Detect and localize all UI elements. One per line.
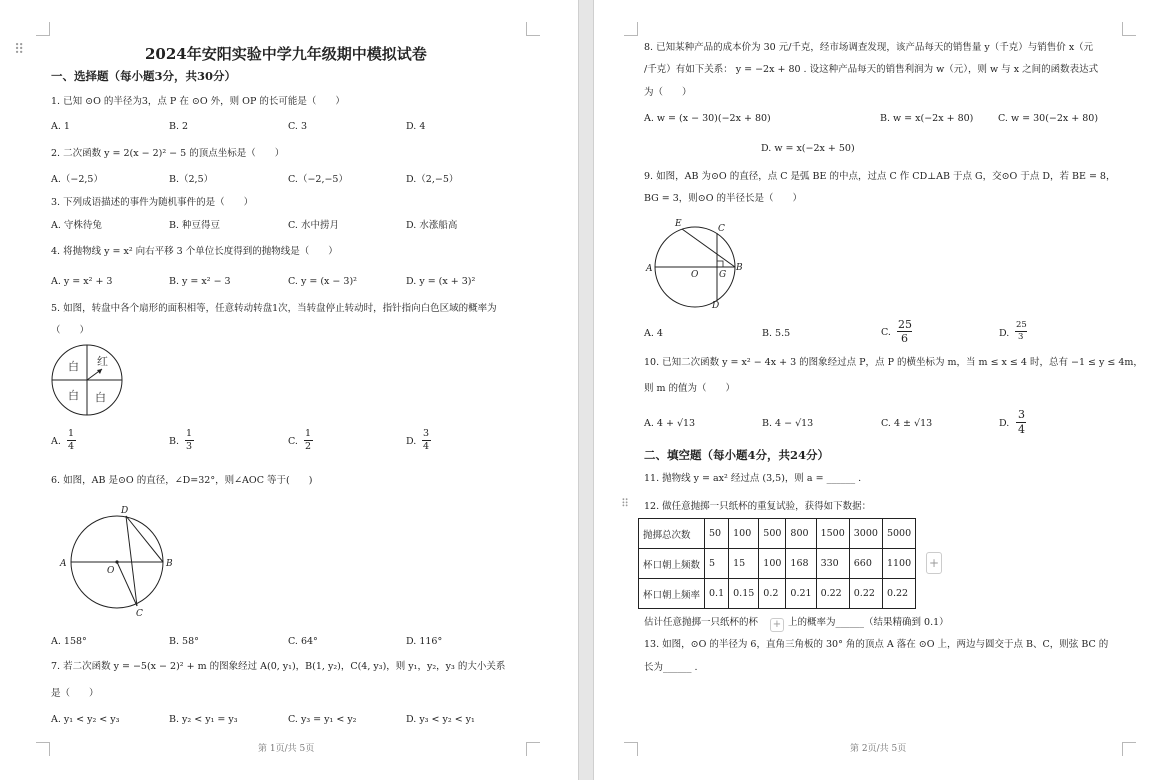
chord-be [682,229,735,267]
option-a: A. y = x² + 3 [51,276,113,287]
circle-figure-q9 [642,214,746,310]
option-prefix: C. [881,327,891,338]
table-cell: 0.22 [849,579,882,609]
page-corner-mark [624,22,638,36]
table-cell: 1100 [882,549,915,579]
fraction-denominator: 4 [1018,423,1025,436]
table-cell: 500 [759,519,786,549]
option-d: D. w = x(−2x + 50) [761,143,855,154]
option-prefix: D. [999,418,1010,429]
option-prefix: C. [288,436,298,447]
question-stem: 3. 下列成语描述的事件为随机事件的是（ ） [51,197,254,208]
page-corner-mark [526,742,540,756]
fraction-numerator: 1 [68,428,75,439]
option-b: B. y₂ < y₁ = y₃ [169,714,238,725]
option-a: A. 158° [51,636,87,647]
page-title: 2024年安阳实验中学九年级期中模拟试卷 [145,45,427,63]
table-cell: 0.1 [705,579,729,609]
question-stem: 长为______ . [644,662,698,673]
option-b: B. 种豆得豆 [169,220,221,231]
table-cell: 100 [759,549,786,579]
estimate-text-start: 估计任意抛掷一只纸杯的杯 [644,617,759,628]
option-c: C. y₃ = y₁ < y₂ [288,714,357,725]
fraction-numerator: 3 [423,428,430,439]
page-corner-mark [36,742,50,756]
table-row [639,519,916,549]
spinner-label-tl: 白 [68,360,79,373]
question-stem: 12. 做任意抛掷一只纸杯的重复试验，获得如下数据： [644,501,872,512]
option-b: B. w = x(−2x + 80) [880,113,974,124]
drag-handle-icon[interactable]: ⠿ [14,42,23,58]
spinner-figure [50,343,126,419]
table-cell: 0.15 [729,579,759,609]
label-b: B [736,263,743,273]
drag-handle-icon[interactable]: ⠿ [621,497,628,510]
label-o: O [107,566,115,576]
option-d: D. 4 [406,121,426,132]
row-header-cell: 抛掷总次数 [639,519,705,549]
fraction-numerator: 25 [1016,320,1027,330]
question-stem: 6. 如图，AB 是⊙O 的直径，∠D=32°，则∠AOC 等于( ) [51,475,313,486]
spinner-label-tr: 红 [97,355,108,368]
option-d: D. 水涨船高 [406,220,458,231]
row-header-cell: 杯口朝上频率 [639,579,705,609]
page-footer: 第 1页/共 5页 [258,744,315,754]
page-corner-mark [1122,742,1136,756]
label-c: C [718,224,725,234]
fraction-denominator: 4 [423,441,430,452]
question-stem: 13. 如图，⊙O 的半径为 6，直角三角板的 30° 角的顶点 A 落在 ⊙O 上，两边与圆交于点 B、C，则弦 BC 的 [644,639,1109,650]
option-b: B. 2 [169,121,189,132]
option-prefix: A. [51,436,61,447]
option-a: A. y₁ < y₂ < y₃ [51,714,120,725]
label-g: G [719,270,727,280]
page-corner-mark [526,22,540,36]
question-stem: BG = 3，则⊙O 的半径长是（ ） [644,193,803,204]
fraction-numerator: 1 [186,428,193,439]
question-stem: 5. 如图，转盘中各个扇形的面积相等，任意转动转盘1次，当转盘停止转动时，指针指向白色区域的概率为 [51,303,497,314]
question-stem: 10. 已知二次函数 y = x² − 4x + 3 的图象经过点 P，点 P 的横坐标为 m，当 m ≤ x ≤ 4 时，总有 −1 ≤ y ≤ 4m， [644,357,1143,368]
question-stem: 1. 已知 ⊙O 的半径为3，点 P 在 ⊙O 外，则 OP 的长可能是（ ） [51,96,345,107]
option-d: D.（2,−5） [406,174,459,185]
label-a: A [60,559,67,569]
table-cell: 5 [705,549,729,579]
spinner-label-br: 白 [95,391,106,404]
question-stem: 11. 抛物线 y = ax² 经过点 (3,5)，则 a = ______ . [644,473,862,484]
option-a: A. 1 [51,121,70,132]
question-stem: 2. 二次函数 y = 2(x − 2)² − 5 的顶点坐标是（ ） [51,148,285,159]
question-stem: 为（ ） [644,87,692,98]
option-b: B. 58° [169,636,199,647]
question-stem: 7. 若二次函数 y = −5(x − 2)² + m 的图象经过 A(0, y₁)，B(1, y₂)，C(4, y₃)，则 y₁，y₂，y₃ 的大小关系 [51,661,506,672]
option-c: C. w = 30(−2x + 80) [998,113,1099,124]
label-e: E [675,219,682,229]
table-cell: 0.22 [816,579,849,609]
option-b: B. 4 − √13 [762,418,814,429]
option-a: A.（−2,5） [51,174,103,185]
page-2 [594,0,1157,780]
option-a: A. w = (x − 30)(−2x + 80) [644,113,771,124]
estimate-text-end: 上的概率为______（结果精确到 0.1） [788,617,949,628]
question-stem: 则 m 的值为（ ） [644,383,736,394]
table-cell: 3000 [849,519,882,549]
option-c: C. y = (x − 3)² [288,276,357,287]
table-row [639,579,916,609]
page-footer: 第 2页/共 5页 [850,744,907,754]
fraction-numerator: 25 [898,318,912,331]
option-a: A. 4 + √13 [644,418,696,429]
fraction-denominator: 4 [68,441,75,452]
question-stem: 4. 将抛物线 y = x² 向右平移 3 个单位长度得到的抛物线是（ ） [51,246,338,257]
page-corner-mark [36,22,50,36]
option-c: C. 64° [288,636,318,647]
question-stem: 8. 已知某种产品的成本价为 30 元/千克，经市场调查发现，该产品每天的销售量 y（千克）与销售价 x（元 [644,42,1094,53]
table-cell: 660 [849,549,882,579]
option-b: B. y = x² − 3 [169,276,231,287]
question-stem: /千克）有如下关系： y = −2x + 80 . 设这种产品每天的销售利润为 w（元），则 w 与 x 之间的函数表达式 [644,64,1099,75]
add-column-button[interactable]: + [926,552,942,574]
add-row-button[interactable]: + [770,618,784,632]
segment-dc [126,516,137,606]
table-cell: 800 [786,519,816,549]
table-cell: 50 [705,519,729,549]
fraction-denominator: 3 [186,441,193,452]
label-d: D [121,506,129,516]
section-heading: 一、选择题（每小题3分，共30分） [51,69,237,83]
question-paren: （ ） [51,325,90,336]
fraction-numerator: 1 [305,428,312,439]
frequency-table [638,518,916,609]
option-a: A. 守株待兔 [51,220,102,231]
right-angle-mark [717,261,723,267]
option-c: C.（−2,−5） [288,174,348,185]
section-heading: 二、填空题（每小题4分，共24分） [644,448,830,462]
page-corner-mark [1122,22,1136,36]
option-d: D. y = (x + 3)² [406,276,476,287]
fraction-denominator: 3 [1018,332,1024,342]
table-cell: 100 [729,519,759,549]
center-point [115,560,118,563]
option-prefix: B. [169,436,180,447]
table-cell: 5000 [882,519,915,549]
question-stem: 9. 如图，AB 为⊙O 的直径，点 C 是弧 BE 的中点，过点 C 作 CD⊥AB 于点 G，交⊙O 于点 D，若 BE = 8， [644,171,1116,182]
fraction-numerator: 3 [1018,408,1025,421]
option-d: D. 116° [406,636,443,647]
label-a: A [646,264,653,274]
option-d: D. y₃ < y₂ < y₁ [406,714,475,725]
fraction-denominator: 6 [901,332,908,345]
label-o: O [691,270,699,280]
option-b: B. 5.5 [762,328,791,339]
fraction-denominator: 2 [305,441,312,452]
row-header-cell: 杯口朝上频数 [639,549,705,579]
page-1 [0,0,578,780]
option-a: A. 4 [644,328,663,339]
label-b: B [166,559,173,569]
option-c: C. 4 ± √13 [881,418,933,429]
option-b: B.（2,5） [169,174,214,185]
spinner-label-bl: 白 [68,389,79,402]
option-c: C. 3 [288,121,308,132]
label-d: D [712,301,720,310]
label-c: C [136,609,143,618]
option-c: C. 水中捞月 [288,220,339,231]
page-gap [578,0,594,780]
table-cell: 0.22 [882,579,915,609]
segment-db [126,516,163,562]
table-cell: 0.2 [759,579,786,609]
table-cell: 168 [786,549,816,579]
table-cell: 15 [729,549,759,579]
option-prefix: D. [406,436,417,447]
option-prefix: D. [999,328,1010,339]
table-cell: 1500 [816,519,849,549]
question-stem-continued: 是（ ） [51,688,99,699]
circle-figure-q6 [56,502,180,618]
table-row [639,549,916,579]
table-cell: 0.21 [786,579,816,609]
page-corner-mark [624,742,638,756]
table-cell: 330 [816,549,849,579]
